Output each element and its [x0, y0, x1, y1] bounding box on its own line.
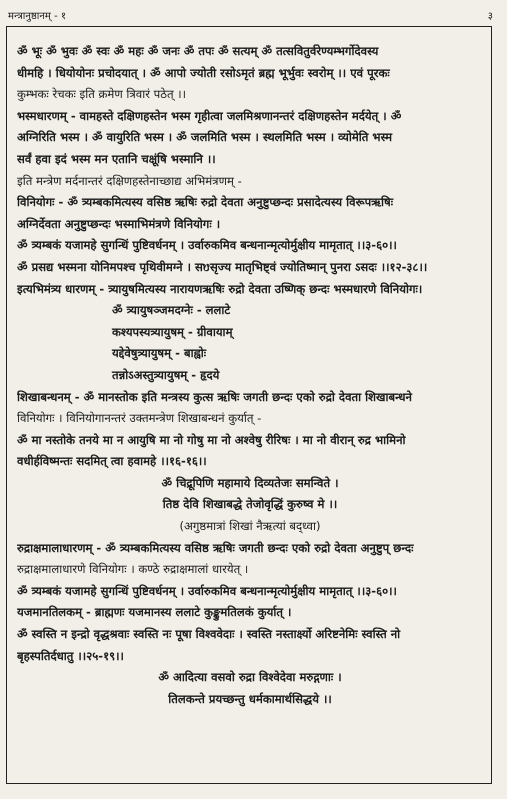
text-line: सर्वं हवा इदं भस्म मन एतानि चक्षूंषि भस्मानि ।।	[17, 151, 216, 166]
text-line: इति मन्त्रेण मर्दनान्तरं दक्षिणहस्तेनाच्छाद्य अभिमंत्रणम् -	[17, 173, 242, 188]
text-line: ॐ प्रसद्य भस्मना योनिमपश्च पृथिवीमग्ने । सᳪसृज्य मातृभिष्ट्वं ज्योतिष्मान् पुनरा ऽसदः ।।१२-३८।।	[17, 259, 428, 274]
text-line: ॐ आदित्या वसवो रुद्रा विश्वेदेवा मरुद्गणाः ।	[158, 670, 342, 685]
text-line: यद्देवेषुत्र्यायुषम् - बाह्वोः	[112, 346, 207, 361]
text-line: तिष्ठ देवि शिखाबद्धे तेजोवृद्धिं कुरुष्व मे ।।	[162, 497, 338, 512]
text-line: ॐ त्र्यायुषञ्जमदग्नेः - ललाटे	[112, 303, 231, 318]
text-line: विनियोगः - ॐ त्र्यम्बकमित्यस्य वसिष्ठ ऋषिः रुद्रो देवता अनुष्टुप्छन्दः प्रसादेत्यस्य विरूपऋषिः	[17, 195, 394, 210]
text-line: अग्निरिति भस्म । ॐ वायुरिति भस्म । ॐ जलमिति भस्म । स्थलमिति भस्म । व्योमेति भस्म	[17, 130, 393, 145]
text-frame	[6, 26, 492, 784]
text-line: यजमानतिलकम् - ब्राह्मणः यजमानस्य ललाटे कुङ्कुमतिलकं कुर्यात् ।	[17, 605, 292, 620]
page	[6, 6, 501, 793]
text-line: विनियोगः । विनियोगानन्तरं उक्तमन्त्रेण शिखाबन्धनं कुर्यात् -	[17, 411, 262, 426]
text-line: ॐ त्र्यम्बकं यजामहे सुगन्धिं पुष्टिवर्धनम् । उर्वारुकमिव बन्धनान्मृत्योर्मुक्षीय मामृतात् ।।३-६०।।	[17, 583, 397, 598]
text-line: ॐ स्वस्ति न इन्द्रो वृद्धश्रवाः स्वस्ति नः पूषा विश्ववेदाः । स्वस्ति नस्तार्क्ष्यो अरिष्टनेमिः स्वस्ति नो	[17, 627, 401, 642]
text-line: कुम्भकः रेचकः इति क्रमेण त्रिवारं पठेत् ।।	[17, 87, 187, 102]
running-title: मन्त्रानुष्ठानम् - १	[8, 11, 67, 22]
text-line: कश्यपस्यत्र्यायुषम् - ग्रीवायाम्	[112, 324, 233, 339]
text-line: वधीर्हविष्मन्तः सदमित् त्वा हवामहे ।।१६-१६।।	[17, 454, 207, 469]
text-line: बृहस्पतिर्दधातु ।।२५-१९।।	[17, 648, 124, 663]
page-header	[6, 8, 501, 24]
text-line: धीमहि । धियोयोनः प्रचोदयात् । ॐ आपो ज्योती रसोऽमृतं ब्रह्म भूर्भुवः स्वरोम् ।। एवं पूरकः	[17, 65, 390, 80]
text-line: अग्निर्देवता अनुष्टुप्छन्दः भस्माभिमंत्रणे विनियोगः ।	[17, 216, 221, 231]
text-line: (अगुष्ठमात्रां शिखां नैऋत्यां बद्ध्वा)	[179, 519, 321, 534]
text-line: रुद्राक्षमालाधारणे विनियोगः । कण्ठे रुद्राक्षमालां धारयेत् ।	[17, 562, 249, 577]
text-line: ॐ त्र्यम्बकं यजामहे सुगन्धिं पुष्टिवर्धनम् । उर्वारुकमिव बन्धनान्मृत्योर्मुक्षीय मामृतात् ।।३-६०।।	[17, 238, 397, 253]
text-line: इत्यभिमंत्र्य धारणम् - त्र्यायुषमित्यस्य नारायणऋषिः रुद्रो देवता उष्णिक् छन्दः भस्मधारणे विनियोगः।	[17, 281, 423, 296]
text-line: ॐ चिद्रूपिणि महामाये दिव्यतेजः समन्विते ।	[161, 475, 339, 490]
text-line: रुद्राक्षमालाधारणम् - ॐ त्र्यम्बकमित्यस्य वसिष्ठ ऋषिः जगती छन्दः एको रुद्रो देवता अनुष्टुप् छन्दः	[17, 540, 414, 555]
text-line: ॐ भूः ॐ भुवः ॐ स्वः ॐ महः ॐ जनः ॐ तपः ॐ सत्यम् ॐ तत्सवितुर्वरेण्यम्भर्गोदेवस्य	[17, 44, 379, 58]
text-line: ॐ मा नस्तोके तनये मा न आयुषि मा नो गोषु मा नो अश्वेषु रीरिषः । मा नो वीरान् रुद्र भामिनो	[17, 432, 406, 447]
text-line: तन्नोऽअस्तुत्र्यायुषम् - हृदये	[112, 367, 220, 382]
text-body	[17, 41, 483, 710]
text-line: भस्मधारणम् - वामहस्ते दक्षिणहस्तेन भस्म गृहीत्वा जलमिश्रणानन्तरं दक्षिणहस्तेन मर्दयेत् । ॐ	[17, 108, 402, 123]
page-number: ३	[487, 11, 493, 22]
text-line: शिखाबन्धनम् - ॐ मानस्तोक इति मन्त्रस्य कुत्स ऋषिः जगती छन्दः एको रुद्रो देवता शिखाबन्धने	[17, 389, 412, 404]
text-line: तिलकन्ते प्रयच्छन्तु धर्मकामार्थसिद्धये ।।	[168, 691, 332, 706]
